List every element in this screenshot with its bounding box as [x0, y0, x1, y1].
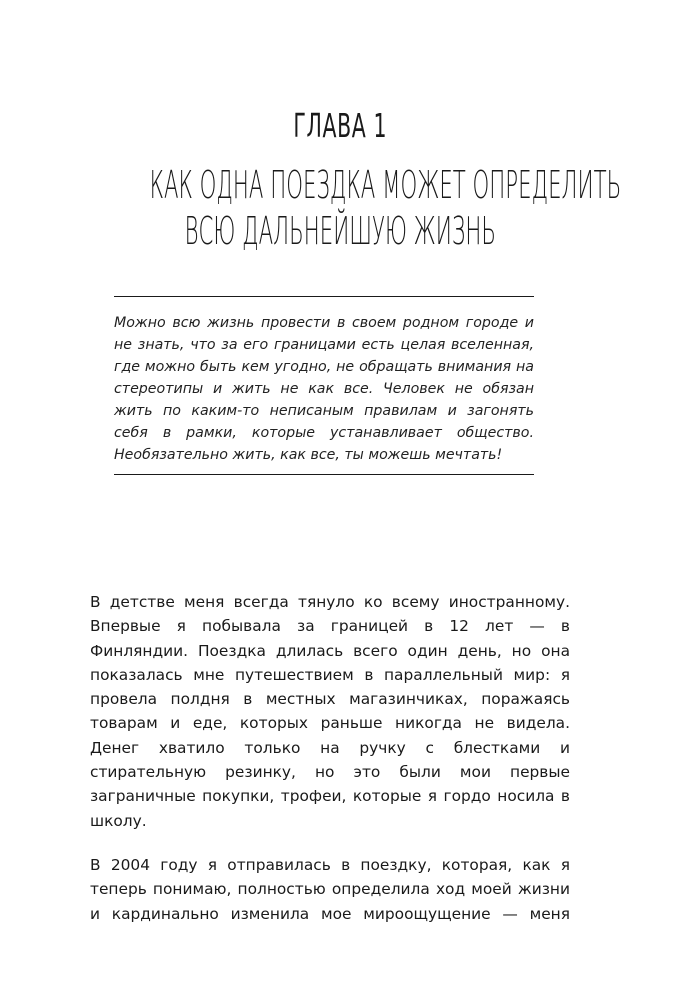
epigraph-bottom-rule: [114, 474, 534, 475]
epigraph-top-rule: [114, 296, 534, 297]
chapter-label: ГЛАВА 1: [293, 106, 388, 145]
epigraph-text: Можно всю жизнь провести в своем родном городе и не знать, что за его границами есть целая вселенная, где можно быть кем угодно, не обращать внимания на стереотипы и жить не как все. Человек не обязан жить по каким-то неписаным правилам и загонять себя в рамки, которые устанавливает общество. Необязательно жить, как все, ты можешь мечтать!: [114, 315, 534, 463]
body-paragraph-1: В детстве меня всегда тянуло ко всему иностранному. Впервые я побывала за границей в 12 лет — в Финляндии. Поездка длилась всего один день, но она показалась мне путешествием в параллельный мир: я провела полдня в местных магазинчиках, поражаясь товарам и еде, которых раньше никогда не видела. Денег хватило только на ручку с блестками и стирательную резинку, но это были мои первые заграничные покупки, трофеи, которые я гордо носила в школу.: [90, 593, 570, 830]
chapter-title-line-1: КАК ОДНА ПОЕЗДКА МОЖЕТ ОПРЕДЕЛИТЬ: [149, 163, 622, 207]
body-text: [90, 590, 570, 946]
chapter-title-line-2: ВСЮ ДАЛЬНЕЙШУЮ ЖИЗНЬ: [184, 209, 496, 253]
chapter-title: [149, 162, 622, 254]
body-paragraph-2: В 2004 году я отправилась в поездку, которая, как я теперь понимаю, полностью определила ход моей жизни и кардинально изменила мое мироощущение — меня: [90, 855, 570, 923]
